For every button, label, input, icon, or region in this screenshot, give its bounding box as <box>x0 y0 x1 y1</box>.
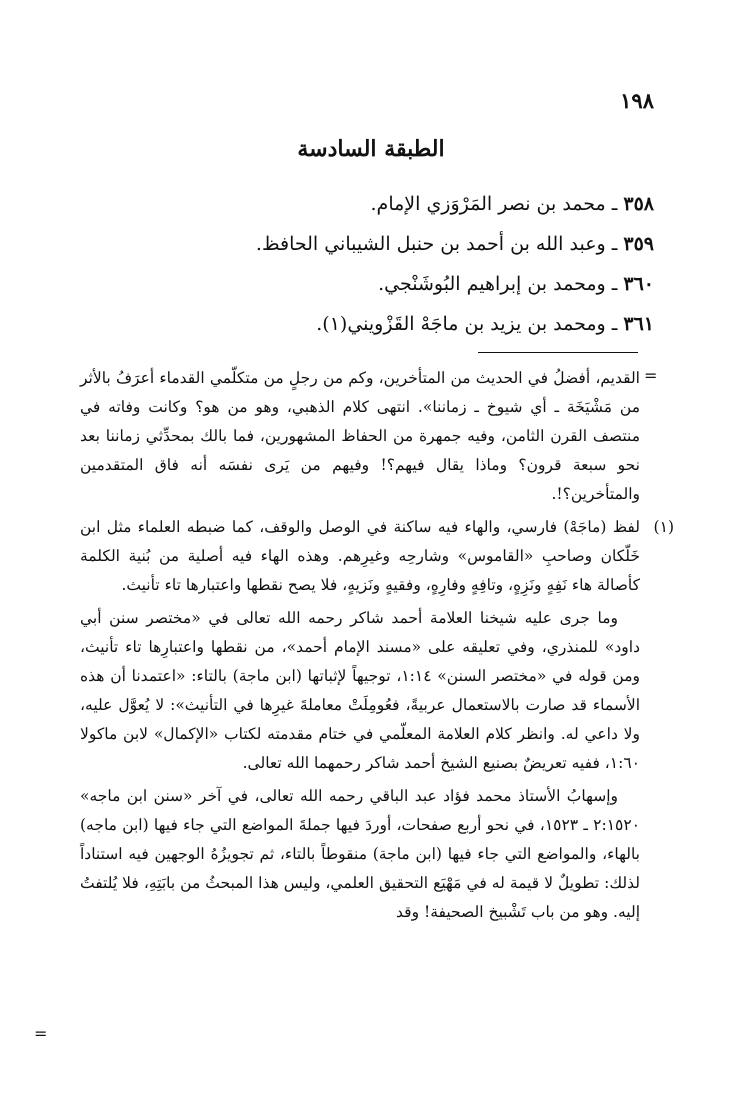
footnote-divider <box>478 352 638 353</box>
footnote-continued: القديم، أفضلُ في الحديث من المتأخرين، وكم من رجلٍ من متكلّمي القدماء أعرَفُ بالأثر من مَشْيَخَة ـ أي شيوخ ـ زماننا». انتهى كلام الذهبي، وهو من هو؟ وكانت وفاته في منتصف القرن الثامن، وفيه جمهرة من الحفاظ المشهورين، فما بالك بمحدِّثي زماننا بعد نحو سبعة قرون؟ وماذا يقال فيهم؟! وفيهم من يَرى نفسَه أنه فاق المتقدمين والمتأخرين؟!. <box>80 369 640 503</box>
entry-number: ٣٥٨ <box>623 193 654 215</box>
entry-text: ـ وعبد الله بن أحمد بن حنبل الشيباني الحافظ. <box>255 233 618 255</box>
entry-number: ٣٥٩ <box>623 233 654 255</box>
list-item <box>94 264 654 304</box>
page-number: ١٩٨ <box>620 88 654 113</box>
entry-text: ـ ومحمد بن إبراهيم البُوشَنْجي. <box>378 273 618 295</box>
entry-number: ٣٦١ <box>623 313 654 335</box>
entry-number: ٣٦٠ <box>623 273 654 295</box>
footnotes <box>80 364 674 927</box>
entry-list <box>94 184 654 344</box>
continuation-mark: = <box>644 366 658 385</box>
footnote-1-text: لفظ (ماجَهْ) فارسي، والهاء فيه ساكنة في الوصل والوقف، كما ضبطه العلماء مثل ابن خَلّكان وصاحبِ «القاموس» وشارحِه وغيرِهم. وهذه الهاء فيه أصلية من بُنية الكلمة كأصالة هاء نَفِهٍ ونَزِهٍ، وتافِهٍ وفارِهٍ، وفقيهٍ ونَزيهٍ، فلا يصح نقطها واعتبارها تاء تأنيث. <box>80 518 640 594</box>
footnote-1-para-3: وإسهابُ الأستاذ محمد فؤاد عبد الباقي رحمه الله تعالى، في آخر «سنن ابن ماجه» ٢:١٥٢٠ ـ ١٥٢٣، في نحو أربع صفحات، أوردَ فيها جملةَ المواضع التي جاء فيها (ابن ماجه) بالهاء، والمواضع التي جاء فيها (ابن ماجة) منقوطاً بالتاء، ثم تجويزُهُ الوجهين فيه استناداً لذلك: تطويلٌ لا قيمة له في مَهْيَع التحقيق العلمي، وليس هذا المبحثُ من بابَتِهِ، فلا يُلتفتُ إليه. وهو من باب تَشْبيخ الصحيفة! وقد <box>80 787 640 921</box>
list-item <box>94 184 654 224</box>
end-continuation-mark: = <box>34 1024 48 1043</box>
entry-text: ـ ومحمد بن يزيد بن ماجَهْ القَزْويني(١). <box>316 313 618 335</box>
footnote-1 <box>80 513 674 927</box>
footnote-marker: (١) <box>653 518 674 536</box>
entry-text: ـ محمد بن نصر المَرْوَزي الإمام. <box>370 193 618 215</box>
list-item <box>94 224 654 264</box>
section-title: الطبقة السادسة <box>297 136 445 162</box>
list-item <box>94 304 654 344</box>
footnote-1-para-2: وما جرى عليه شيخنا العلامة أحمد شاكر رحمه الله تعالى في «مختصر سنن أبي داود» للمنذري، وفي تعليقه على «مسند الإمام أحمد»، من نقطها واعتبارِها تاء تأنيث، ومن قوله في «مختصر السنن» ١:١٤، توجيهاً لإثباتها (ابن ماجة) بالتاء: «اعتمدنا أن هذه الأسماء قد صارت بالاستعمال عربيةً، فعُومِلَتْ معاملةَ غيرِها في التأنيث»: لا يُعوَّل عليه، ولا داعي له. وانظر كلام العلامة المعلّمي في ختام مقدمته لكتاب «الإكمال» لابن ماكولا ١:٦٠، ففيه تعريضٌ بصنيع الشيخ أحمد شاكر رحمهما الله تعالى. <box>80 609 640 772</box>
